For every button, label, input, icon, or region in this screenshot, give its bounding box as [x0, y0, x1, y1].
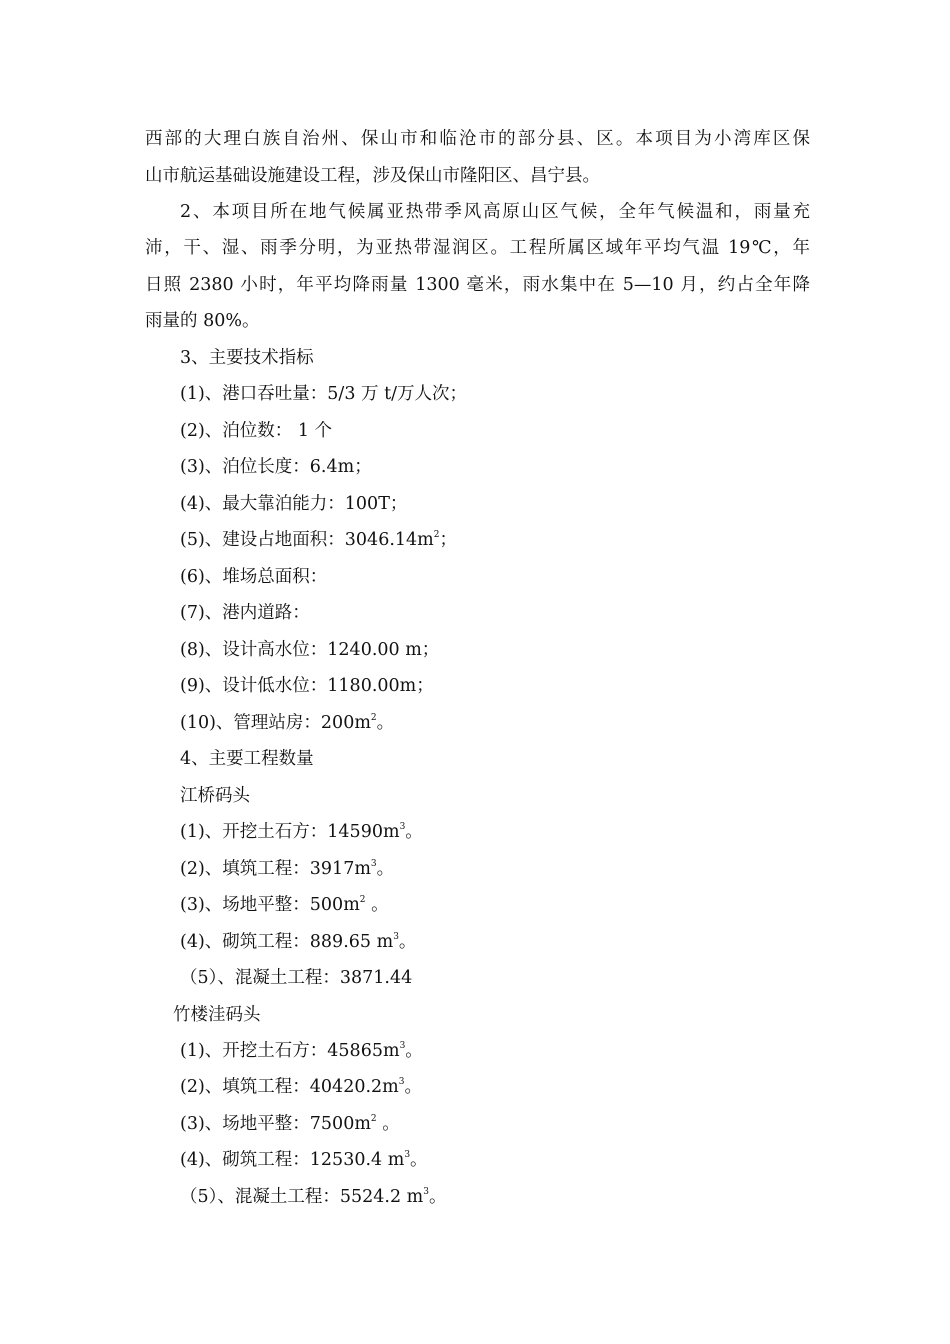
- zhulouwa-item-4-text: (4)、砌筑工程：12530.4 m: [180, 1150, 405, 1170]
- jiangqiao-item-4-tail: 。: [398, 932, 417, 952]
- tech-item-5-text: (5)、建设占地面积：3046.14m: [180, 530, 434, 550]
- jiangqiao-item-4-sup: 3: [393, 932, 399, 942]
- climate-line-1: 2、本项目所在地气候属亚热带季风高原山区气候，全年气候温和，雨量充: [180, 202, 810, 222]
- jiangqiao-item-1-sup: 3: [399, 822, 406, 832]
- climate-line-3: 日照 2380 小时，年平均降雨量 1300 毫米，雨水集中在 5—10 月，约占全年降: [145, 275, 810, 295]
- tech-item-8: (8)、设计高水位：1240.00 m；: [180, 640, 440, 660]
- tech-heading: 3、主要技术指标: [180, 348, 314, 368]
- jiangqiao-title: 江桥码头: [180, 786, 250, 806]
- zhulouwa-item-4-sup: 3: [404, 1150, 411, 1160]
- zhulouwa-item-5-sup: 3: [423, 1187, 430, 1197]
- jiangqiao-item-2-sup: 3: [370, 859, 377, 869]
- zhulouwa-item-5: [180, 1185, 845, 1209]
- tech-item-10-text: (10)、管理站房：200m: [180, 713, 371, 733]
- jiangqiao-item-1: [180, 820, 845, 844]
- zhulouwa-item-3-tail: 。: [376, 1114, 400, 1134]
- tech-item-10: [180, 711, 845, 735]
- zhulouwa-item-2: [180, 1075, 845, 1099]
- intro-line-1: 西部的大理白族自治州、保山市和临沧市的部分县、区。本项目为小湾库区保: [145, 129, 810, 149]
- zhulouwa-item-5-tail: 。: [429, 1187, 447, 1207]
- quantities-heading: 4、主要工程数量: [180, 749, 314, 769]
- tech-item-10-sup: 2: [370, 713, 377, 723]
- tech-item-7: (7)、港内道路：: [180, 603, 310, 623]
- jiangqiao-item-3-sup: 2: [359, 895, 366, 905]
- zhulouwa-item-2-tail: 。: [404, 1077, 422, 1097]
- tech-item-4: (4)、最大靠泊能力：100T；: [180, 494, 408, 514]
- jiangqiao-item-2: [180, 857, 845, 881]
- climate-line-4: 雨量的 80%。: [145, 311, 260, 331]
- zhulouwa-item-2-sup: 3: [398, 1077, 405, 1087]
- zhulouwa-item-3: [180, 1112, 845, 1136]
- climate-line-2: 沛，干、湿、雨季分明，为亚热带湿润区。工程所属区域年平均气温 19℃，年: [145, 238, 810, 258]
- jiangqiao-item-4-text: (4)、砌筑工程：889.65 m: [180, 932, 394, 952]
- zhulouwa-item-1-sup: 3: [399, 1041, 406, 1051]
- jiangqiao-item-3: [180, 893, 845, 917]
- tech-item-5-tail: ；: [439, 530, 457, 550]
- zhulouwa-item-5-text: （5）、混凝土工程：5524.2 m: [180, 1187, 424, 1207]
- jiangqiao-item-4: [180, 930, 845, 954]
- tech-item-1: (1)、港口吞吐量：5/3 万 t/万人次；: [180, 384, 468, 404]
- jiangqiao-item-3-tail: 。: [365, 895, 389, 915]
- jiangqiao-item-2-text: (2)、填筑工程：3917m: [180, 859, 371, 879]
- jiangqiao-item-1-text: (1)、开挖土石方：14590m: [180, 822, 400, 842]
- tech-item-5: [180, 528, 845, 552]
- zhulouwa-item-1: [180, 1039, 845, 1063]
- intro-line-2: 山市航运基础设施建设工程，涉及保山市隆阳区、昌宁县。: [145, 166, 600, 186]
- jiangqiao-item-2-tail: 。: [376, 859, 395, 879]
- zhulouwa-item-4-tail: 。: [410, 1150, 428, 1170]
- zhulouwa-item-1-tail: 。: [405, 1041, 423, 1061]
- tech-item-9: (9)、设计低水位：1180.00m；: [180, 676, 434, 696]
- zhulouwa-item-3-text: (3)、场地平整：7500m: [180, 1114, 371, 1134]
- zhulouwa-item-3-sup: 2: [370, 1114, 377, 1124]
- tech-item-3: (3)、泊位长度：6.4m；: [180, 457, 372, 477]
- tech-item-10-tail: 。: [376, 713, 395, 733]
- tech-item-6: (6)、堆场总面积：: [180, 567, 328, 587]
- jiangqiao-item-5: [180, 966, 845, 990]
- jiangqiao-item-1-tail: 。: [405, 822, 423, 842]
- tech-item-5-sup: 2: [433, 530, 440, 540]
- jiangqiao-item-3-text: (3)、场地平整：500m: [180, 895, 360, 915]
- zhulouwa-item-2-text: (2)、填筑工程：40420.2m: [180, 1077, 399, 1097]
- zhulouwa-item-4: [180, 1148, 845, 1172]
- zhulouwa-item-1-text: (1)、开挖土石方：45865m: [180, 1041, 400, 1061]
- zhulouwa-title: 竹楼洼码头: [173, 1005, 261, 1025]
- jiangqiao-item-5-text: （5）、混凝土工程：3871.44: [180, 968, 413, 988]
- tech-item-2: (2)、泊位数： 1 个: [180, 421, 333, 441]
